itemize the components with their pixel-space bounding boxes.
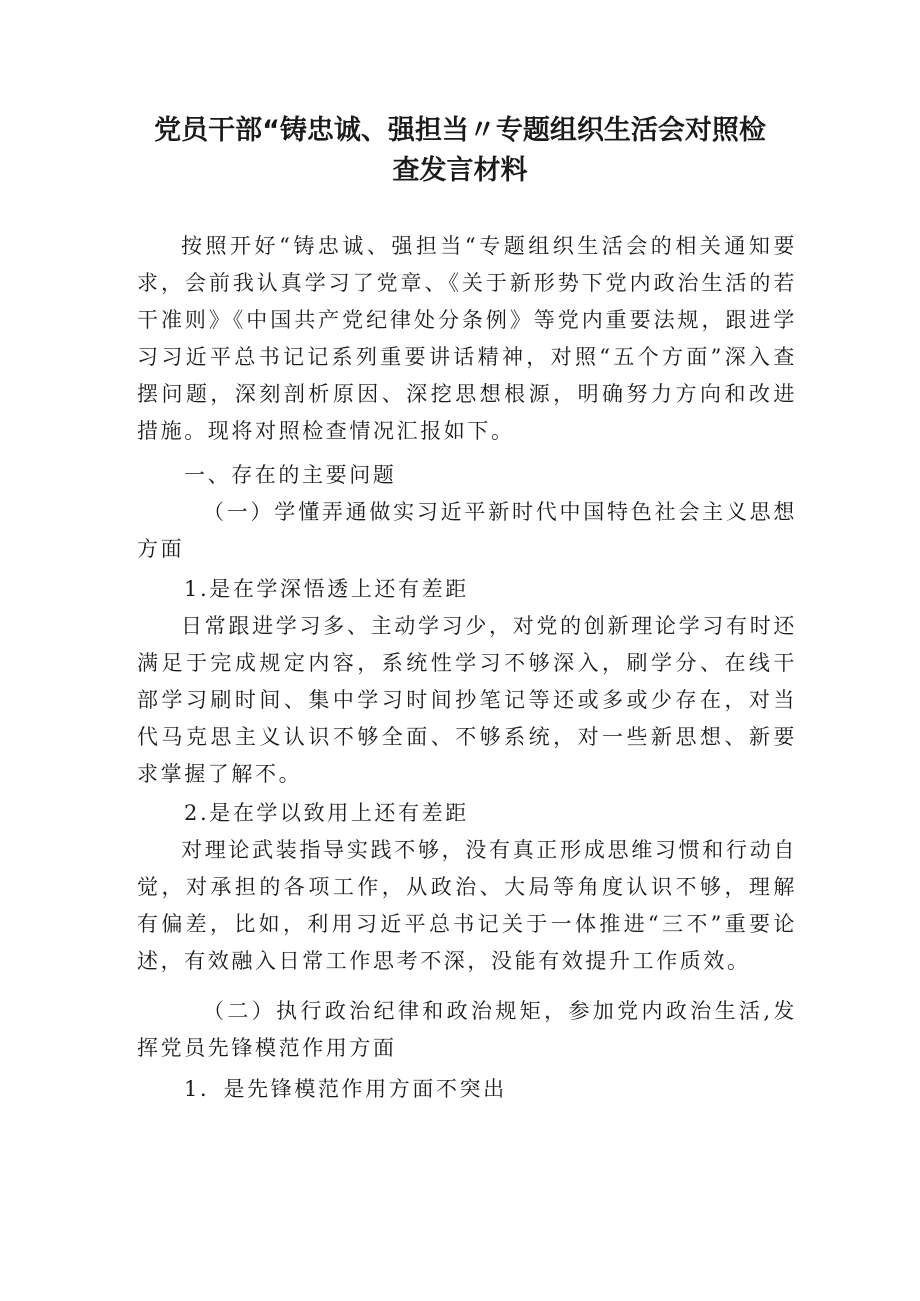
section-heading-problems: 一、存在的主要问题 xyxy=(184,463,397,487)
subsection-heading-2: （二）执行政治纪律和政治规矩，参加党内政治生活,发挥党员先锋模范作用方面 xyxy=(137,999,797,1060)
document-title-line1: 党员干部“铸忠诚、强担当〃专题组织生活会对照检 xyxy=(154,115,766,146)
item-heading-3: 1．是先锋模范作用方面不突出 xyxy=(184,1077,507,1101)
intro-paragraph: 按照开好“铸忠诚、强担当“专题组织生活会的相关通知要求，会前我认真学习了党章、《关于新形势下党内政治生活的若干准则》《中国共产党纪律处分条例》等党内重要法规，跟进学习习近平总书记记系列重要讲话精神，对照“五个方面”深入查摆问题，深刻剖析原因、深挖思想根源，明确努力方向和改进措施。现将对照检查情况汇报如下。 xyxy=(137,234,797,443)
subsection-heading-1: （一）学懂弄通做实习近平新时代中国特色社会主义思想方面 xyxy=(137,500,797,561)
document-title-line2: 查发言材料 xyxy=(392,155,528,186)
item-heading-2: 2.是在学以致用上还有差距 xyxy=(184,801,469,825)
item-heading-1: 1.是在学深悟透上还有差距 xyxy=(184,577,469,601)
item-paragraph-2: 对理论武装指导实践不够，没有真正形成思维习惯和行动自觉，对承担的各项工作，从政治、大局等角度认识不够，理解有偏差，比如，利用习近平总书记关于一体推进“三不”重要论述，有效融入日常工作思考不深，没能有效提升工作质效。 xyxy=(137,838,797,973)
item-paragraph-1: 日常跟进学习多、主动学习少，对党的创新理论学习有时还满足于完成规定内容，系统性学习不够深入，刷学分、在线干部学习刷时间、集中学习时间抄笔记等还或多或少存在，对当代马克思主义认识不够全面、不够系统，对一些新思想、新要求掌握了解不。 xyxy=(137,614,797,786)
